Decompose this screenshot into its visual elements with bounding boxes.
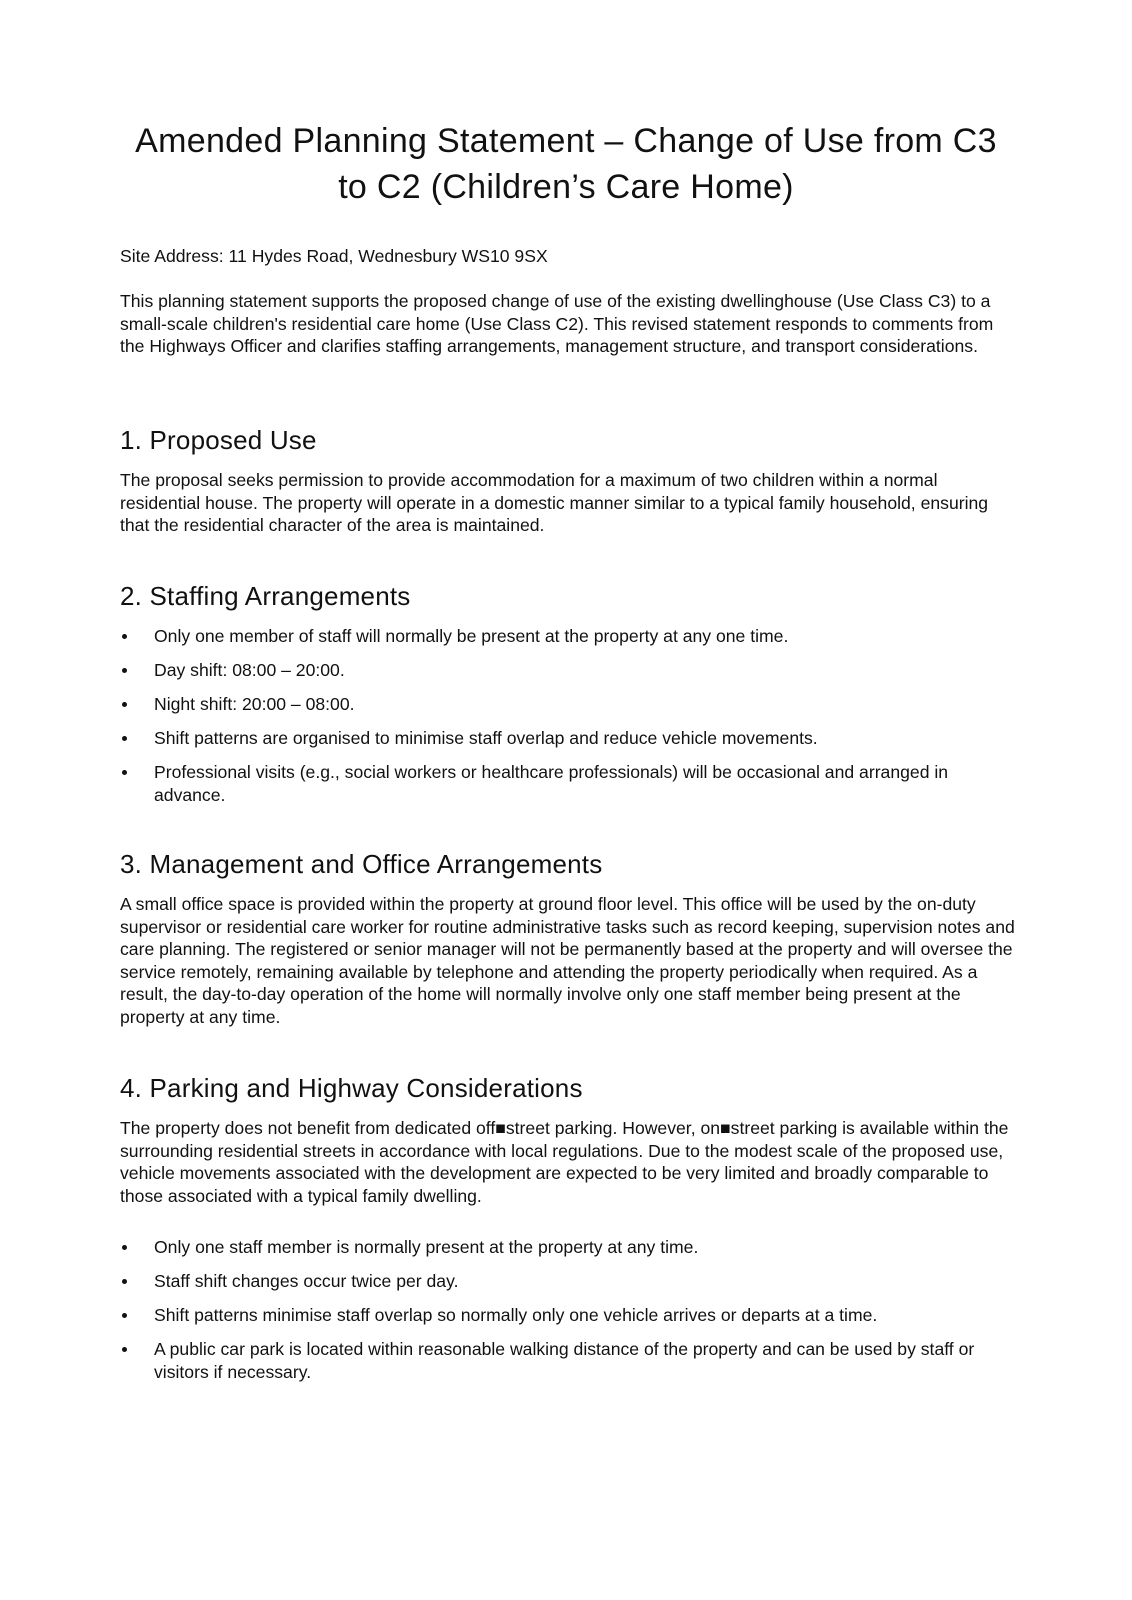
bullet-icon: [122, 702, 127, 707]
list-item-text: Only one member of staff will normally be present at the property at any one time.: [154, 626, 789, 646]
bullet-icon: [122, 1279, 127, 1284]
bullet-icon: [122, 736, 127, 741]
section-heading-staffing: 2. Staffing Arrangements: [120, 581, 411, 611]
bullet-icon: [122, 668, 127, 673]
list-item-text: Day shift: 08:00 – 20:00.: [154, 660, 345, 681]
list-item-text: Shift patterns are organised to minimise staff overlap and reduce vehicle movements.: [154, 728, 818, 749]
document-title: Amended Planning Statement – Change of Use from C3 to C2 (Children’s Care Home): [135, 122, 997, 206]
section-body-parking: The property does not benefit from dedicated off■street parking. However, on■street parking is available within the surrounding residential streets in accordance with local regulations. Due to the modest scale of the proposed use, vehicle movements associated with the development are expected to be very limited and broadly comparable to those associated with a typical family dwelling.: [120, 1118, 1009, 1206]
staffing-bullet-list: [120, 625, 1015, 818]
list-item: [120, 625, 1015, 648]
list-item: [120, 1304, 1015, 1327]
parking-bullet-list: [120, 1236, 1015, 1395]
list-item-text: Night shift: 20:00 – 08:00.: [154, 694, 355, 715]
section-heading-management: 3. Management and Office Arrangements: [120, 849, 603, 879]
section-body-management: A small office space is provided within the property at ground floor level. This office will be used by the on-duty supervisor or residential care worker for routine administrative tasks such as record keeping, supervision notes and care planning. The registered or senior manager will not be permanently based at the property and will oversee the service remotely, remaining available by telephone and attending the property periodically when required. As a result, the day-to-day operation of the home will normally involve only one staff member being present at the property at any time.: [120, 894, 1015, 1027]
list-item-text: Professional visits (e.g., social workers or healthcare professionals) will be occasional and arranged in advance.: [154, 762, 949, 805]
section-heading-proposed-use: 1. Proposed Use: [120, 425, 317, 455]
list-item-text: A public car park is located within reasonable walking distance of the property and can be used by staff or visitors if necessary.: [154, 1339, 975, 1382]
bullet-icon: [122, 634, 127, 639]
section-body-proposed-use: The proposal seeks permission to provide accommodation for a maximum of two children within a normal residential house. The property will operate in a domestic manner similar to a typical family household, ensuring that the residential character of the area is maintained.: [120, 470, 989, 536]
bullet-icon: [122, 1347, 127, 1352]
list-item: [120, 1236, 1015, 1259]
list-item-text: Staff shift changes occur twice per day.: [154, 1271, 459, 1292]
list-item: [120, 727, 1015, 750]
list-item: [120, 761, 1015, 806]
list-item-text: Shift patterns minimise staff overlap so normally only one vehicle arrives or departs at a time.: [154, 1305, 878, 1326]
bullet-icon: [122, 1313, 127, 1318]
list-item: [120, 693, 1015, 716]
list-item: [120, 659, 1015, 682]
bullet-icon: [122, 1245, 127, 1250]
list-item: [120, 1270, 1015, 1293]
site-address: Site Address: 11 Hydes Road, Wednesbury WS10 9SX: [120, 246, 548, 266]
section-heading-parking: 4. Parking and Highway Considerations: [120, 1073, 583, 1103]
list-item: [120, 1338, 1015, 1383]
bullet-icon: [122, 770, 127, 775]
intro-paragraph: This planning statement supports the proposed change of use of the existing dwellinghouse (Use Class C3) to a small-scale children's residential care home (Use Class C2). This revised statement responds to comments from the Highways Officer and clarifies staffing arrangements, management structure, and transport considerations.: [120, 291, 994, 357]
list-item-text: Only one staff member is normally present at the property at any time.: [154, 1237, 699, 1257]
